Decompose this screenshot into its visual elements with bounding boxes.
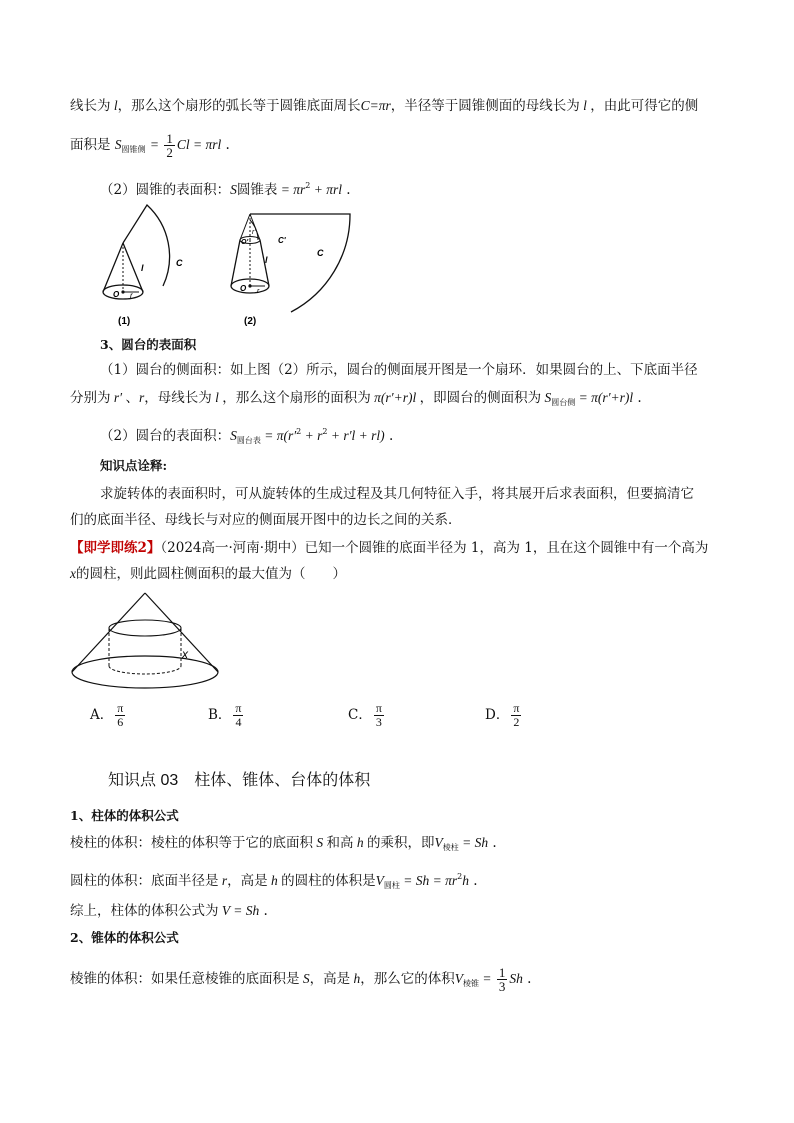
option-c[interactable]: C． $\frac{\pi}{3}$ [348, 701, 382, 729]
text-line: 们的底面半径、母线长与对应的侧面展开图中的边长之间的关系． [70, 512, 462, 528]
text-line: 圆柱的体积：底面半径是 r，高是 h 的圆柱的体积是$V_{圆柱} = Sh = \pi r^2h$ . [70, 872, 478, 890]
heading: 3、圆台的表面积 [100, 337, 197, 352]
svg-text:(1): (1) [118, 316, 131, 327]
subheading: 2、锥体的体积公式 [70, 930, 179, 945]
svg-text:C: C [317, 248, 324, 258]
option-b[interactable]: B． $\frac{\pi}{4}$ [208, 701, 242, 729]
text-line: 线长为 l，那么这个扇形的弧长等于圆锥底面周长C=πr，半径等于圆锥侧面的母线长为 l ，由此可得它的侧 [70, 98, 699, 114]
option-a[interactable]: A． $\frac{\pi}{6}$ [90, 701, 124, 729]
svg-text:C: C [176, 258, 183, 268]
text-line: 求旋转体的表面积时，可从旋转体的生成过程及其几何特征入手，将其展开后求表面积，但要搞清它 [100, 486, 694, 502]
text-line: 面积是 $S_{圆锥侧}$ = $\frac{1}{2}$ Cl = πrl . [70, 131, 230, 160]
exercise-tag: 【即学即练2】 [70, 540, 161, 556]
section-title: 知识点 03 柱体、锥体、台体的体积 [108, 772, 371, 789]
svg-text:O: O [113, 290, 120, 299]
exercise-line: 【即学即练2】（2024高一·河南·期中）已知一个圆锥的底面半径为 1，高为 1，且在这个圆锥中有一个高为 [70, 540, 709, 556]
svg-text:x: x [182, 647, 188, 661]
svg-text:r': r' [252, 229, 256, 236]
svg-text:O': O' [241, 239, 249, 246]
svg-text:C': C' [278, 236, 286, 245]
note-title: 知识点诠释: [100, 458, 168, 473]
text-line: 棱锥的体积：如果任意棱锥的底面积是 S，高是 h，那么它的体积$V_{棱锥}$ = $\frac{1}{3}$ Sh . [70, 965, 532, 994]
cone-unfold-figure [95, 200, 355, 330]
text-line: 综上，柱体的体积公式为 V = Sh . [70, 903, 268, 919]
text-line: （2）圆台的表面积：$S_{圆台表} = \pi(r'^2 + r^2 + r'l + rl)$ . [100, 427, 394, 445]
exercise-line: x的圆柱，则此圆柱侧面积的最大值为（ ） [70, 566, 346, 582]
cone-cylinder-figure [68, 588, 228, 692]
svg-text:l: l [141, 263, 144, 273]
svg-text:l: l [265, 255, 268, 265]
subheading: 1、柱体的体积公式 [70, 808, 179, 823]
text-line: 分别为 r′ 、r，母线长为 l ，那么这个扇形的面积为 π(r′+r)l ，即圆台的侧面积为 $S_{圆台侧} = \pi(r'+r)l$ . [70, 390, 642, 407]
text-line: （2）圆锥的表面积：S圆锥表 = $\pi r^2 + \pi rl$ . [100, 181, 351, 198]
text-line: 棱柱的体积：棱柱的体积等于它的底面积 S 和高 h 的乘积，即$V_{棱柱} = Sh$ . [70, 835, 497, 852]
svg-text:r: r [130, 291, 133, 300]
svg-text:(2): (2) [244, 316, 257, 327]
svg-text:r: r [257, 288, 260, 295]
svg-text:O: O [240, 284, 247, 293]
text-line: （1）圆台的侧面积：如上图（2）所示，圆台的侧面展开图是一个扇环．如果圆台的上、下底面半径 [100, 362, 698, 378]
option-d[interactable]: D． $\frac{\pi}{2}$ [485, 701, 520, 729]
